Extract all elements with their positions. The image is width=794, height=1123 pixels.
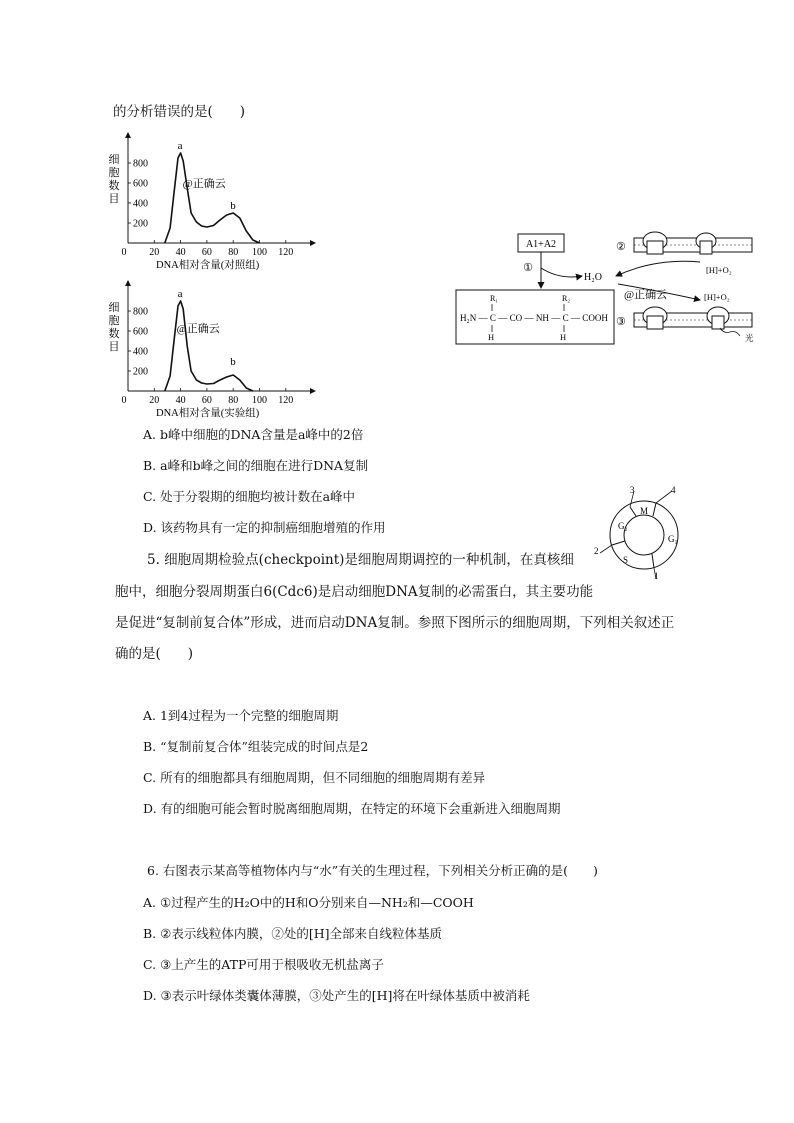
y-tick-label: 800 xyxy=(133,158,148,170)
y-axis-label-char: 细 xyxy=(108,302,120,314)
y-axis-label-char: 目 xyxy=(108,193,120,205)
y-tick-label: 400 xyxy=(133,198,148,210)
h2-label: H xyxy=(560,332,567,342)
y-tick-label: 200 xyxy=(133,366,148,378)
q5-option-d: D. 有的细胞可能会暂时脱离细胞周期，在特定的环境下会重新进入细胞周期 xyxy=(143,801,561,816)
y-axis-label-char: 数 xyxy=(108,328,120,340)
q4-option-a: A. b峰中细胞的DNA含量是a峰中的2倍 xyxy=(143,427,364,442)
q5-line-3: 是促进“复制前复合体”形成，进而启动DNA复制。参照下图所示的细胞周期，下列相关叙述正 xyxy=(115,615,675,631)
x-tick-label: 0 xyxy=(121,247,127,258)
y-axis-label-char: 目 xyxy=(108,341,120,353)
x-tick-label: 120 xyxy=(278,247,294,258)
y-tick-label: 400 xyxy=(133,346,148,358)
y-axis-label-char: 细 xyxy=(108,154,120,166)
q4-option-d: D. 该药物具有一定的抑制癌细胞增殖的作用 xyxy=(143,520,386,535)
r2-label: R₂ xyxy=(562,294,571,303)
point-4: 4 xyxy=(671,485,676,495)
arrow-to-water xyxy=(541,268,582,277)
q5-option-c: C. 所有的细胞都具有细胞周期，但不同细胞的细胞周期有差异 xyxy=(143,770,486,785)
x-axis-label: DNA相对含量(对照组) xyxy=(156,260,260,271)
membrane-2 xyxy=(634,232,752,254)
y-axis-label-char: 胞 xyxy=(108,167,120,179)
y-tick-label: 800 xyxy=(133,306,148,318)
phase-g1: G₁ xyxy=(668,534,678,544)
q5-option-b: B. “复制前复合体”组装完成的时间点是2 xyxy=(143,739,369,754)
x-tick-label: 120 xyxy=(278,395,294,406)
point-2: 2 xyxy=(594,546,599,556)
step3-label: ③ xyxy=(616,316,626,328)
x-tick-label: 0 xyxy=(121,395,127,406)
y-axis-arrow xyxy=(125,280,131,286)
h-o2-top-label: [H]+O₂ xyxy=(706,265,732,275)
q6-option-a: A. ①过程产生的H₂O中的H和O分别来自—NH₂和—COOH xyxy=(143,895,474,910)
y-axis-label-char: 数 xyxy=(108,180,120,192)
y-tick-label: 600 xyxy=(133,326,148,338)
x-tick-label: 40 xyxy=(175,395,186,406)
x-axis-label: DNA相对含量(实验组) xyxy=(156,408,260,419)
phase-m: M xyxy=(640,506,649,516)
x-tick-label: 100 xyxy=(252,395,267,406)
x-tick-label: 20 xyxy=(149,395,160,406)
control-group-chart xyxy=(108,125,318,275)
q4-option-b: B. a峰和b峰之间的细胞在进行DNA复制 xyxy=(143,458,369,473)
q5-line-1: 5. 细胞周期检验点(checkpoint)是细胞周期调控的一种机制，在真核细 xyxy=(147,552,574,568)
peak-b-label: b xyxy=(230,356,236,368)
step1-label: ① xyxy=(523,262,533,274)
experiment-group-chart xyxy=(108,278,318,423)
q4-option-c: C. 处于分裂期的细胞均被计数在a峰中 xyxy=(143,489,356,504)
q6-option-d: D. ③表示叶绿体类囊体薄膜，③处产生的[H]将在叶绿体基质中被消耗 xyxy=(143,988,530,1003)
x-tick-label: 60 xyxy=(201,247,212,258)
x-tick-label: 80 xyxy=(228,247,239,258)
x-tick-label: 20 xyxy=(149,247,160,258)
q6-option-b: B. ②表示线粒体内膜，②处的[H]全部来自线粒体基质 xyxy=(143,926,442,941)
h1-label: H xyxy=(488,332,495,342)
q5-line-4: 确的是( ) xyxy=(115,646,194,662)
x-tick-label: 80 xyxy=(228,395,239,406)
arrow-o2-to-water xyxy=(616,261,700,276)
phase-g2: G₂ xyxy=(618,521,628,531)
y-tick-label: 600 xyxy=(133,178,148,190)
point-3: 3 xyxy=(630,485,635,495)
x-tick-label: 100 xyxy=(252,247,267,258)
cell-cycle-diagram xyxy=(592,483,702,583)
q5-option-a: A. 1到4过程为一个完整的细胞周期 xyxy=(143,708,339,723)
y-axis-arrow xyxy=(125,132,131,138)
data-curve xyxy=(165,153,260,243)
peak-b-label: b xyxy=(230,200,236,212)
chart-watermark: @正确云 xyxy=(182,178,226,190)
q6-stem: 6. 右图表示某高等植物体内与“水”有关的生理过程，下列相关分析正确的是( ) xyxy=(147,863,598,878)
y-tick-label: 200 xyxy=(133,218,148,230)
h-o2-mid-label: [H]+O₂ xyxy=(704,292,730,302)
diagram-watermark: @正确云 xyxy=(624,289,668,301)
x-tick-label: 40 xyxy=(175,247,186,258)
phase-s: S xyxy=(623,555,629,565)
x-axis-arrow xyxy=(310,240,316,246)
x-tick-label: 60 xyxy=(201,395,212,406)
a1a2-label: A1+A2 xyxy=(525,239,557,250)
r1-label: R₁ xyxy=(490,294,499,303)
data-curve xyxy=(165,301,253,391)
water-label: H₂O xyxy=(584,272,602,283)
peak-a-label: a xyxy=(177,140,183,152)
q6-option-c: C. ③上产生的ATP可用于根吸收无机盐离子 xyxy=(143,957,384,972)
y-axis-label-char: 胞 xyxy=(108,315,120,327)
point-1: 1 xyxy=(654,571,659,581)
water-process-diagram xyxy=(450,228,770,353)
membrane-3 xyxy=(634,307,752,336)
peak-a-label: a xyxy=(177,288,183,300)
chart-watermark: @正确云 xyxy=(176,323,220,335)
step2-label: ② xyxy=(616,241,626,253)
x-axis-arrow xyxy=(310,388,316,394)
dipeptide-formula: H₂N — C — CO — NH — C — COOH xyxy=(460,314,609,324)
question-intro: 的分析错误的是( ) xyxy=(113,104,246,120)
light-label: 光 xyxy=(745,333,754,343)
q5-line-2: 胞中，细胞分裂周期蛋白6(Cdc6)是启动细胞DNA复制的必需蛋白，其主要功能 xyxy=(115,584,594,600)
